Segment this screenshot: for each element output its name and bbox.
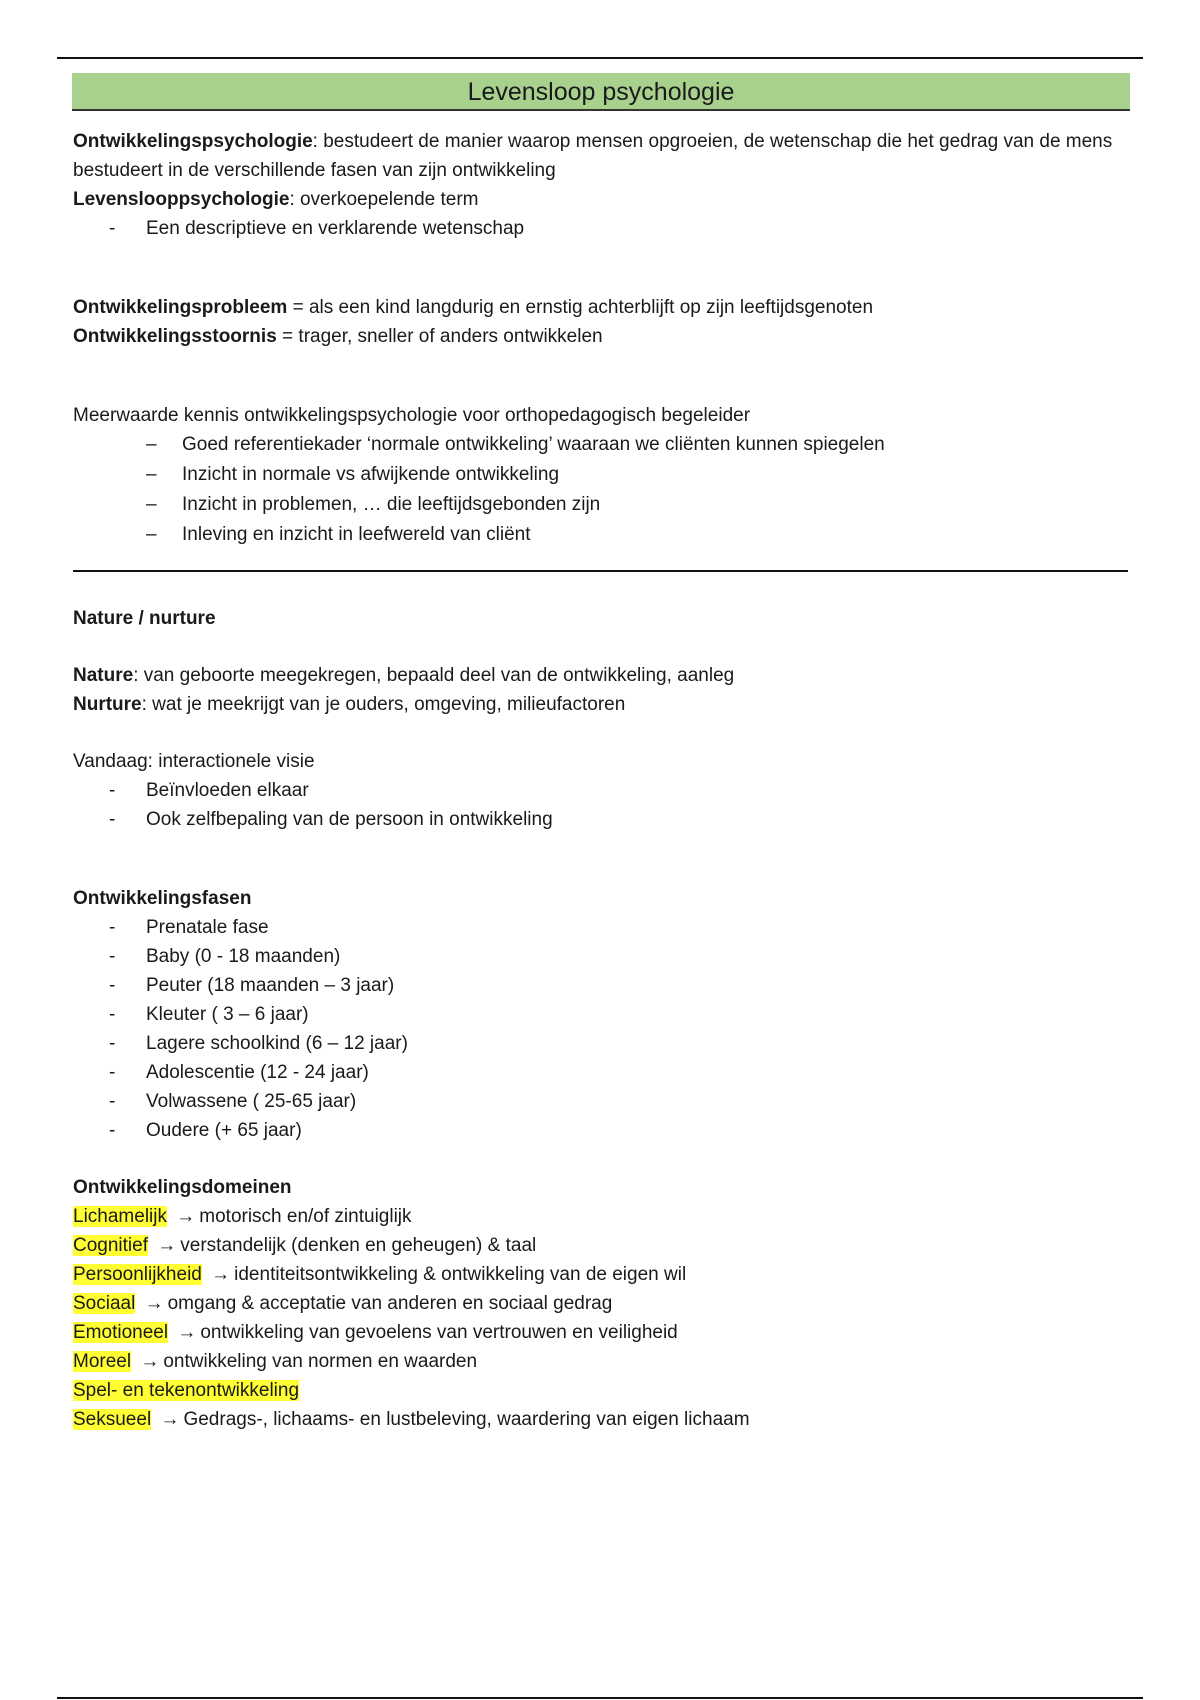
domeinen-list: [73, 1202, 1133, 1434]
domain-desc: Gedrags-, lichaams- en lustbeleving, waardering van eigen lichaam: [183, 1409, 750, 1430]
term: Levenslooppsychologie: [73, 189, 290, 210]
term: Ontwikkelingsstoornis: [73, 326, 277, 347]
list-item: - Peuter (18 maanden – 3 jaar): [73, 971, 1133, 1000]
domein-emotioneel: [73, 1318, 1133, 1347]
def-ontwikkelingsstoornis: [73, 322, 1133, 351]
arrow-right-icon: →: [144, 1293, 164, 1314]
definition: = trager, sneller of anders ontwikkelen: [276, 326, 603, 347]
domain-desc: verstandelijk (denken en geheugen) & taal: [180, 1235, 537, 1256]
domain-term: Cognitief: [73, 1235, 148, 1256]
term: Ontwikkelingspsychologie: [73, 131, 313, 152]
meerwaarde-list: [73, 430, 1133, 550]
arrow-right-icon: →: [160, 1409, 180, 1430]
definition: = als een kind langdurig en ernstig achterblijft op zijn leeftijdsgenoten: [287, 297, 874, 318]
list-item: – Goed referentiekader ‘normale ontwikkeling’ waaraan we cliënten kunnen spiegelen: [73, 430, 1133, 460]
page-title: Levensloop psychologie: [72, 73, 1130, 111]
list-item: - Beïnvloeden elkaar: [73, 776, 1133, 805]
def-ontwikkelingspsychologie: [73, 127, 1133, 185]
def-nurture: [73, 690, 1133, 719]
def-levenslooppsychologie: [73, 185, 1133, 214]
domain-desc: omgang & acceptatie van anderen en sociaal gedrag: [167, 1293, 613, 1314]
domain-desc: motorisch en/of zintuiglijk: [199, 1206, 412, 1227]
arrow-right-icon: →: [176, 1206, 196, 1227]
bottom-rule: [57, 1697, 1143, 1699]
term: Ontwikkelingsprobleem: [73, 297, 288, 318]
fasen-heading: Ontwikkelingsfasen: [73, 888, 252, 909]
list-item: - Baby (0 - 18 maanden): [73, 942, 1133, 971]
domain-term: Spel- en tekenontwikkeling: [73, 1380, 300, 1401]
arrow-right-icon: →: [211, 1264, 231, 1285]
list-item: - Oudere (+ 65 jaar): [73, 1116, 1133, 1145]
arrow-right-icon: →: [140, 1351, 160, 1372]
fasen-list: [73, 913, 1133, 1145]
top-rule: [57, 57, 1143, 59]
term: Nature: [73, 665, 134, 686]
definition: : bestudeert de manier waarop mensen opgroeien, de wetenschap die het gedrag van de mens bestudeert in de verschillende fasen van zijn ontwikkeling: [73, 131, 1113, 181]
domein-cognitief: [73, 1231, 1133, 1260]
definition: : van geboorte meegekregen, bepaald deel van de ontwikkeling, aanleg: [133, 665, 735, 686]
domain-desc: identiteitsontwikkeling & ontwikkeling van de eigen wil: [234, 1264, 687, 1285]
domain-term: Lichamelijk: [73, 1206, 167, 1227]
vandaag-line: Vandaag: interactionele visie: [73, 751, 315, 772]
list-item: - Een descriptieve en verklarende wetenschap: [73, 214, 1133, 243]
definition: : wat je meekrijgt van je ouders, omgeving, milieufactoren: [141, 694, 626, 715]
domein-persoonlijkheid: [73, 1260, 1133, 1289]
definition: : overkoepelende term: [289, 189, 479, 210]
domeinen-heading: Ontwikkelingsdomeinen: [73, 1177, 292, 1198]
def-nature: [73, 661, 1133, 690]
arrow-right-icon: →: [157, 1235, 177, 1256]
meerwaarde-heading: Meerwaarde kennis ontwikkelingspsychologie voor orthopedagogisch begeleider: [73, 405, 751, 426]
list-item: – Inleving en inzicht in leefwereld van cliënt: [73, 520, 1133, 550]
domain-term: Moreel: [73, 1351, 132, 1372]
domein-lichamelijk: [73, 1202, 1133, 1231]
domein-moreel: [73, 1347, 1133, 1376]
domein-sociaal: [73, 1289, 1133, 1318]
def-ontwikkelingsprobleem: [73, 293, 1133, 322]
domein-spel: [73, 1376, 1133, 1405]
nature-nurture-heading: Nature / nurture: [73, 608, 216, 629]
domain-term: Emotioneel: [73, 1322, 169, 1343]
domain-term: Seksueel: [73, 1409, 152, 1430]
list-item: - Ook zelfbepaling van de persoon in ontwikkeling: [73, 805, 1133, 834]
domain-desc: ontwikkeling van normen en waarden: [163, 1351, 478, 1372]
domain-term: Sociaal: [73, 1293, 136, 1314]
levens-list: [73, 214, 1133, 243]
domein-seksueel: [73, 1405, 1133, 1434]
list-item: - Lagere schoolkind (6 – 12 jaar): [73, 1029, 1133, 1058]
domain-desc: ontwikkeling van gevoelens van vertrouwen en veiligheid: [200, 1322, 678, 1343]
list-item: - Adolescentie (12 - 24 jaar): [73, 1058, 1133, 1087]
list-item: - Kleuter ( 3 – 6 jaar): [73, 1000, 1133, 1029]
section-divider: [73, 570, 1128, 572]
list-item: – Inzicht in normale vs afwijkende ontwikkeling: [73, 460, 1133, 490]
list-item: - Prenatale fase: [73, 913, 1133, 942]
domain-term: Persoonlijkheid: [73, 1264, 202, 1285]
term: Nurture: [73, 694, 142, 715]
vandaag-list: [73, 776, 1133, 834]
list-item: – Inzicht in problemen, … die leeftijdsgebonden zijn: [73, 490, 1133, 520]
arrow-right-icon: →: [177, 1322, 197, 1343]
list-item: - Volwassene ( 25-65 jaar): [73, 1087, 1133, 1116]
document-body: [73, 127, 1133, 1434]
